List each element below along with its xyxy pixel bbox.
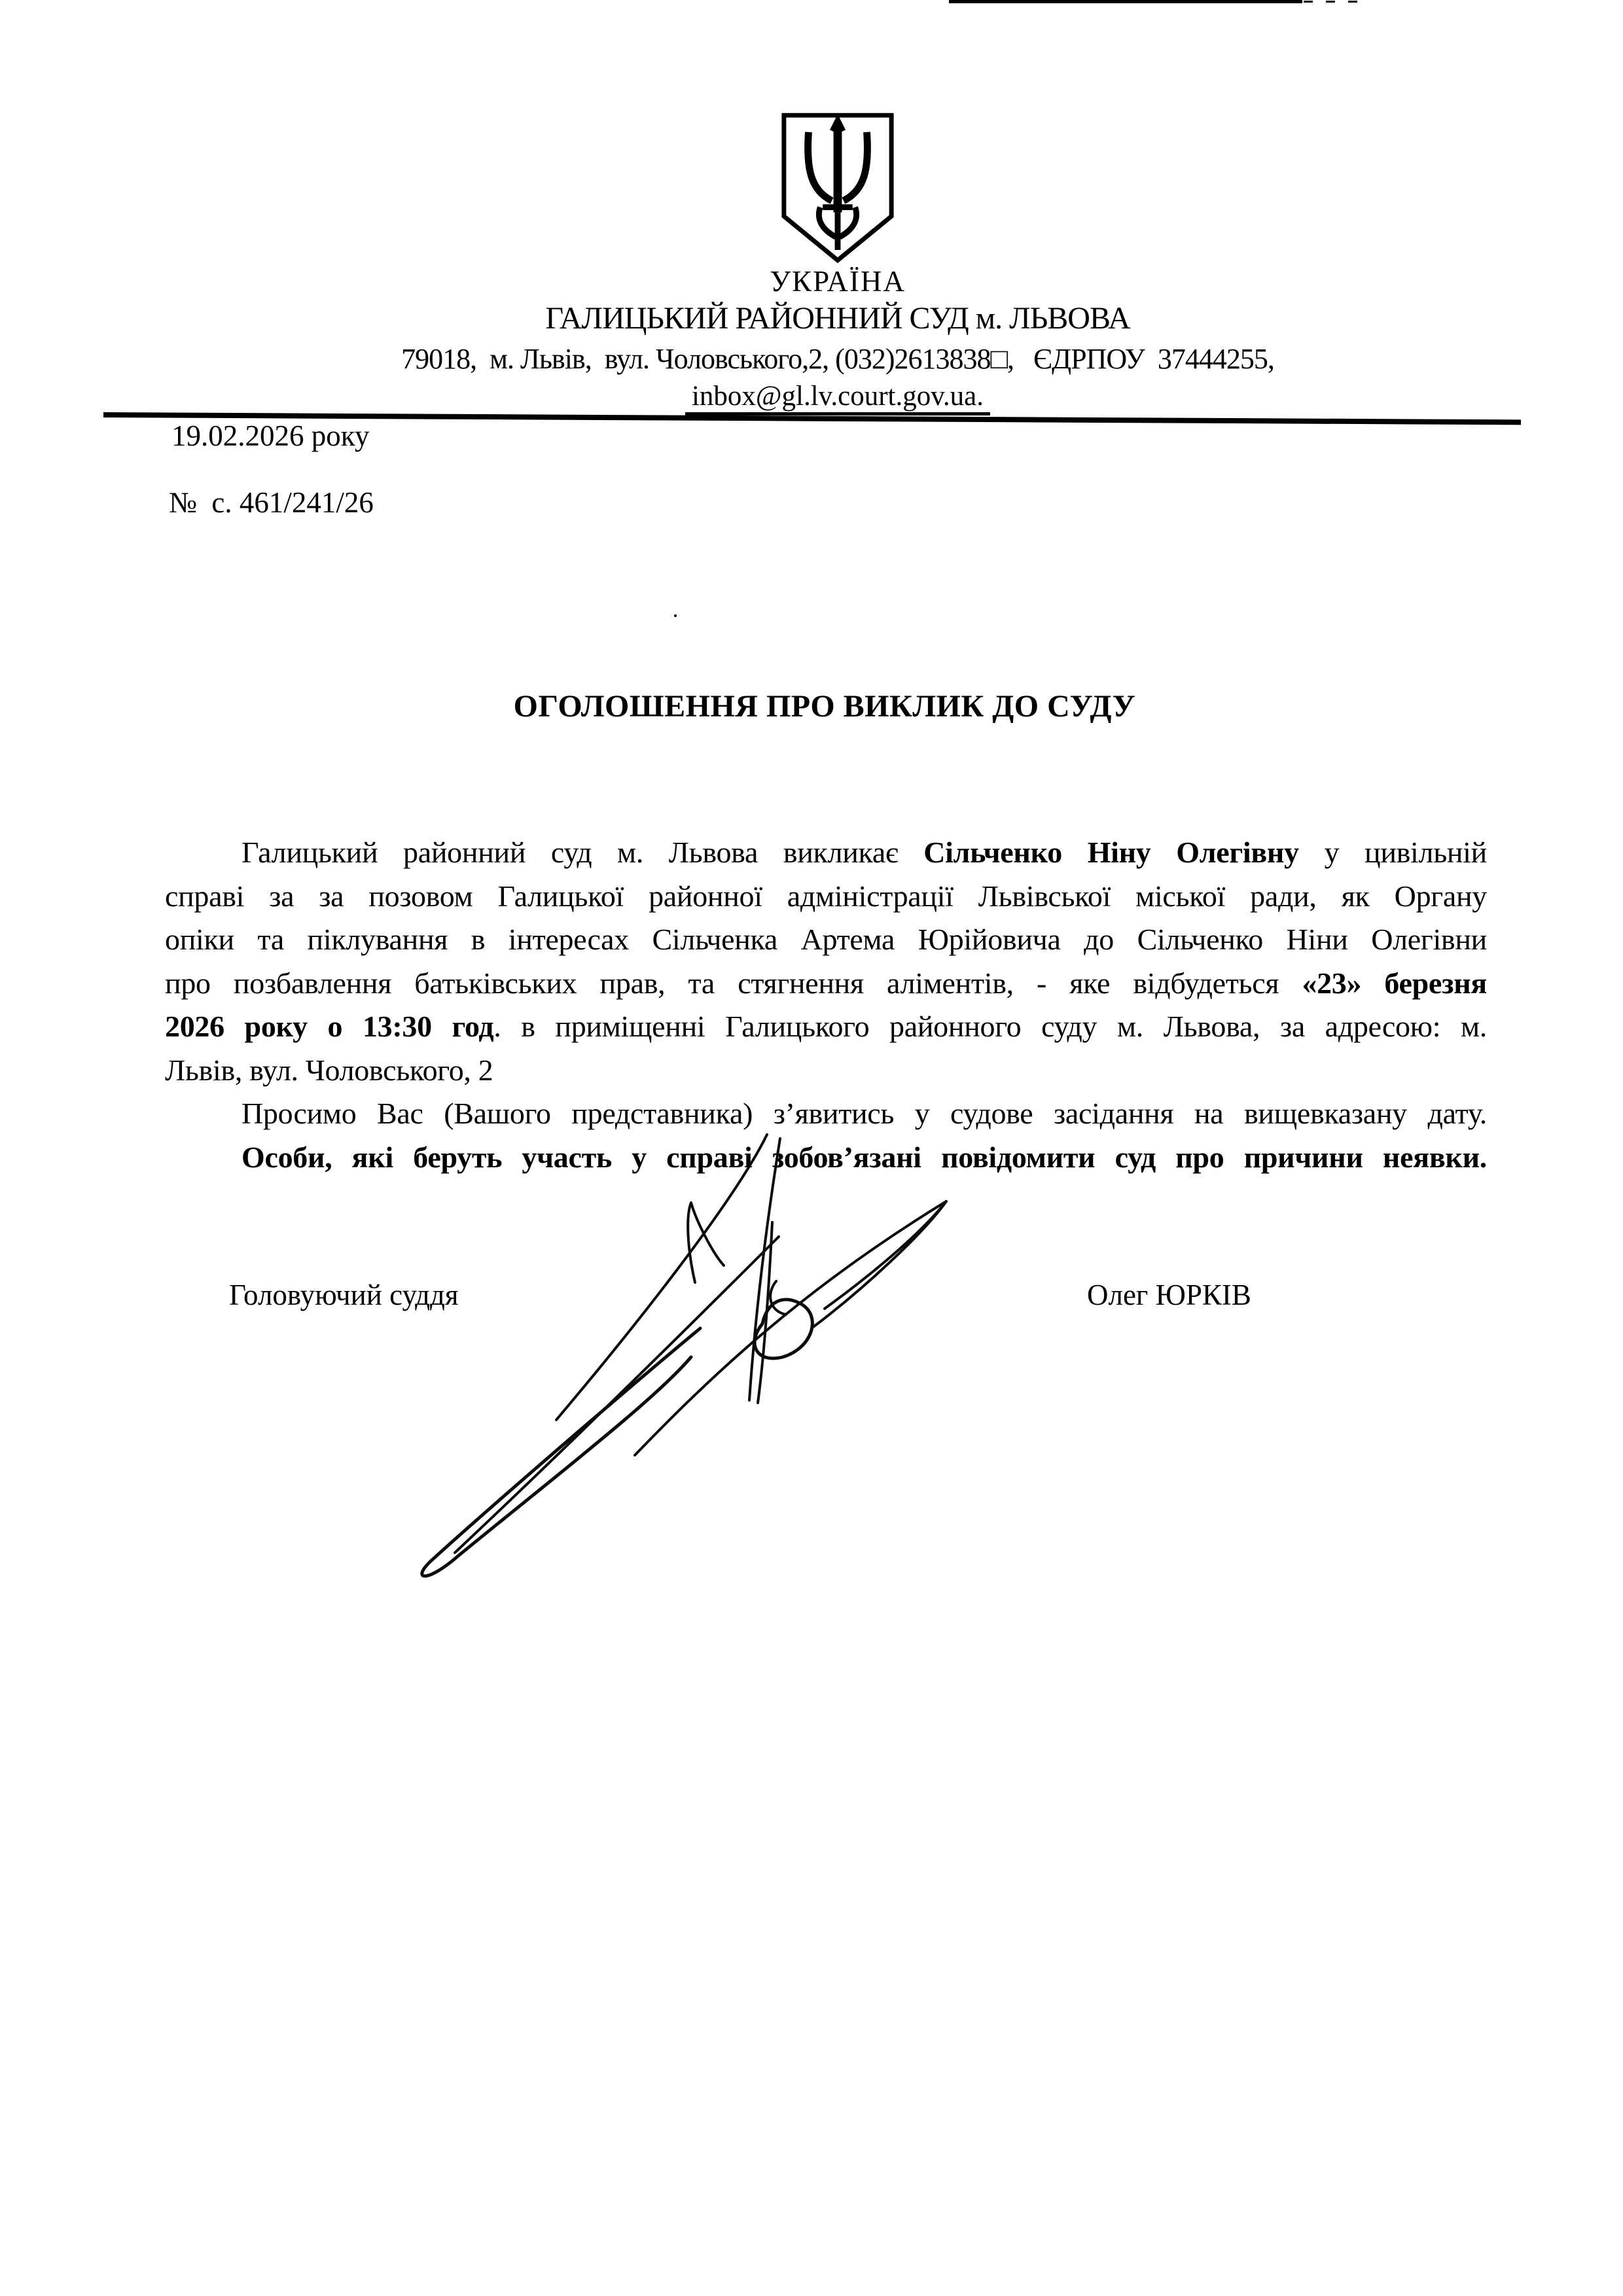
body-line: Галицький районний суд м. Львова викликає Сільченко Ніну Олегівну у цивільній [241, 836, 1487, 869]
ukraine-trident-emblem-icon [777, 110, 898, 266]
body-line: Особи, які беруть участь у справі зобов’язані повідомити суд про причини неявки. [241, 1140, 1487, 1174]
document-title: ОГОЛОШЕННЯ ПРО ВИКЛИК ДО СУДУ [513, 689, 1136, 724]
signature-role-label: Головуючий суддя [229, 1279, 459, 1311]
scan-dot-artifact [674, 614, 677, 617]
scan-artifact-strip [949, 0, 1302, 3]
country-name: УКРАЇНА [770, 265, 906, 298]
body-line: справі за за позовом Галицької районної адміністрації Львівської міської ради, як Органу [165, 879, 1487, 913]
body-line: про позбавлення батьківських прав, та стягнення аліментів, - яке відбудеться «23» березня [165, 966, 1487, 1000]
document-date: 19.02.2026 року [171, 419, 370, 452]
body-line: 2026 року о 13:30 год. в приміщенні Галицького районного суду м. Львова, за адресою: м. [165, 1010, 1487, 1043]
court-address: 79018, м. Львів, вул. Чоловського,2, (032)2613838□, ЄДРПОУ 37444255, [401, 343, 1274, 375]
case-number: № с. 461/241/26 [169, 486, 374, 519]
court-email: inbox@gl.lv.court.gov.ua. [685, 381, 990, 415]
signatory-name: Олег ЮРКІВ [1087, 1279, 1251, 1311]
court-name: ГАЛИЦЬКИЙ РАЙОННИЙ СУД м. ЛЬВОВА [545, 301, 1130, 336]
body-line: Львів, вул. Чоловського, 2 [165, 1053, 493, 1087]
handwritten-signature-icon [393, 1124, 969, 1589]
letterhead [118, 110, 1558, 415]
scan-artifact-dashes [1304, 1, 1363, 3]
body-line: Просимо Вас (Вашого представника) з’явитись у судове засідання на вищевказану дату. [241, 1097, 1487, 1130]
body-line: опіки та піклування в інтересах Сільченка Артема Юрійовича до Сільченко Ніни Олегівни [165, 923, 1487, 956]
